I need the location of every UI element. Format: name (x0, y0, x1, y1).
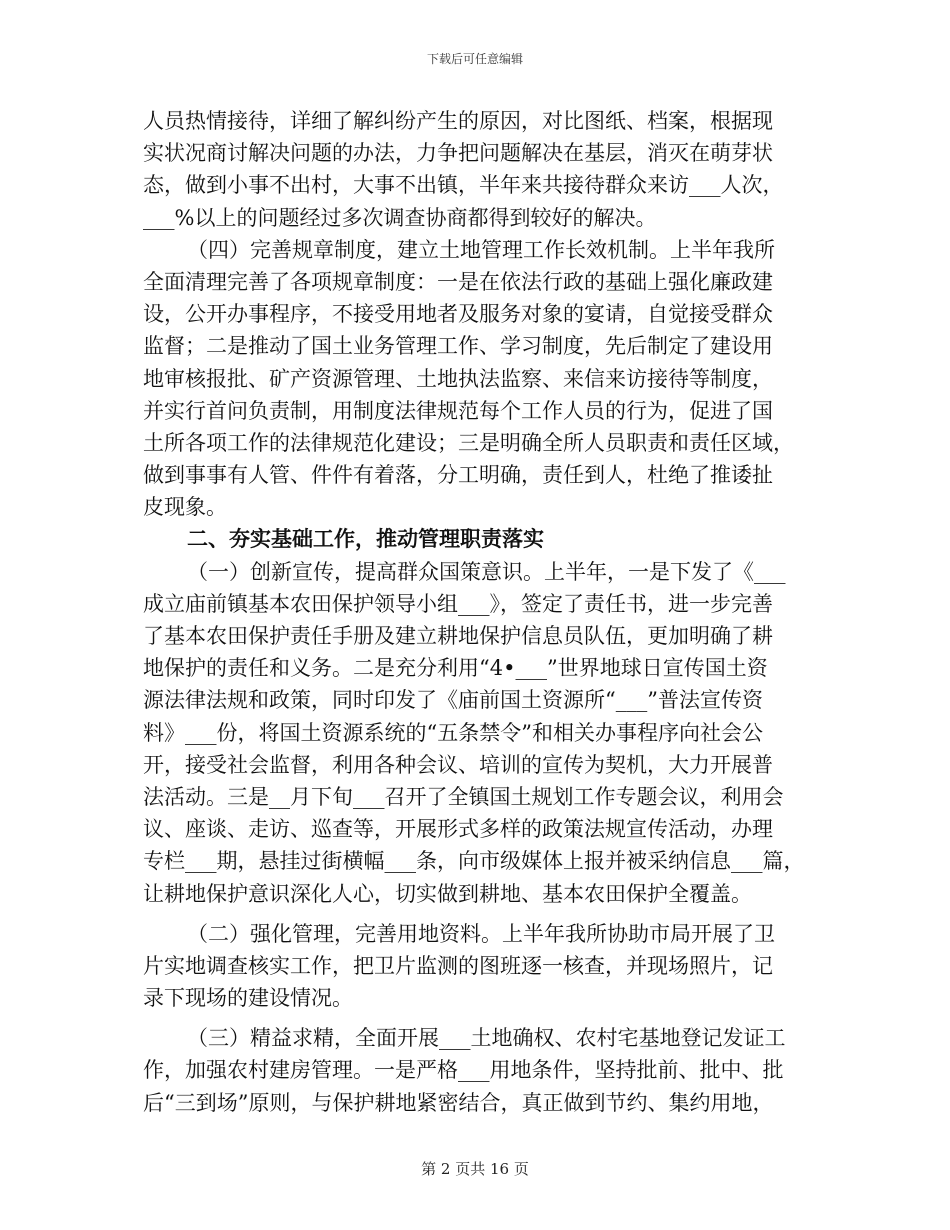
text-line: 议、座谈、走访、巡查等，开展形式多样的政策法规宣传活动，办理 (143, 817, 773, 842)
paragraph-start-line: （一）创新宣传，提高群众国策意识。上半年，一是下发了《___ (187, 559, 786, 584)
text-line: ___%以上的问题经过多次调查协商都得到较好的解决。 (143, 205, 657, 230)
text-line: 地审核报批、矿产资源管理、土地执法监察、来信来访接待等制度， (143, 366, 773, 391)
paragraph-start-line: （三）精益求精，全面开展___土地确权、农村宅基地登记发证工 (187, 1026, 786, 1051)
text-line: 录下现场的建设情况。 (143, 986, 353, 1011)
text-line: 让耕地保护意识深化人心，切实做到耕地、基本农田保护全覆盖。 (143, 881, 752, 906)
paragraph-gap (143, 1014, 813, 1022)
text-line: 法活动。三是__月下旬___召开了全镇国土规划工作专题会议，利用会 (143, 784, 784, 809)
text-line: 了基本农田保护责任手册及建立耕地保护信息员队伍，更加明确了耕 (143, 624, 773, 648)
paragraph-start-line: （四）完善规章制度，建立土地管理工作长效机制。上半年我所 (187, 237, 775, 262)
text-line: 做到事事有人管、件件有着落，分工明确，责任到人，杜绝了推诿扯 (143, 463, 773, 488)
section-heading: 二、夯实基础工作，推动管理职责落实 (187, 527, 544, 552)
paragraph-start-line: （二）强化管理，完善用地资料。上半年我所协助市局开展了卫 (187, 921, 775, 946)
text-line: 开，接受社会监督，利用各种会议、培训的宣传为契机，大力开展普 (143, 752, 773, 777)
text-line: 作，加强农村建房管理。一是严格___用地条件，坚持批前、批中、批 (143, 1058, 784, 1083)
paragraph-gap (143, 910, 813, 918)
text-line: 设，公开办事程序，不接受用地者及服务对象的宴请，自觉接受群众 (143, 302, 773, 327)
text-line: 监督；二是推动了国土业务管理工作、学习制度，先后制定了建设用 (143, 334, 773, 359)
text-line: 专栏___期，悬挂过街横幅___条，向市级媒体上报并被采纳信息___篇， (143, 849, 805, 874)
text-line: 并实行首问负责制，用制度法律规范每个工作人员的行为，促进了国 (143, 398, 773, 423)
text-line: 源法律法规和政策，同时印发了《庙前国土资源所“___”普法宣传资 (143, 688, 763, 713)
text-line: 地保护的责任和义务。二是充分利用“4•___”世界地球日宣传国土资 (143, 656, 768, 681)
text-line: 态，做到小事不出村，大事不出镇，半年来共接待群众来访___人次， (143, 173, 784, 198)
text-line: 片实地调查核实工作，把卫片监测的图班逐一核查，并现场照片，记 (143, 953, 773, 978)
text-line: 皮现象。 (143, 495, 227, 520)
page-header-note: 下载后可任意编辑 (426, 52, 523, 66)
text-line: 后“三到场”原则，与保护耕地紧密结合，真正做到节约、集约用地， (143, 1090, 774, 1115)
text-line: 实状况商讨解决问题的办法，力争把问题解决在基层，消灭在萌芽状 (143, 141, 773, 166)
text-line: 全面清理完善了各项规章制度：一是在依法行政的基础上强化廉政建 (143, 269, 773, 294)
text-line: 土所各项工作的法律规范化建设；三是明确全所人员职责和责任区域， (143, 430, 794, 455)
text-line: 料》___份，将国土资源系统的“五条禁令”和相关办事程序向社会公 (143, 720, 763, 745)
text-line: 成立庙前镇基本农田保护领导小组___》，签定了责任书，进一步完善 (143, 591, 773, 616)
text-line: 人员热情接待，详细了解纠纷产生的原因，对比图纸、档案，根据现 (143, 109, 773, 133)
page-number: 第 2 页共 16 页 (421, 1160, 529, 1178)
document-body (143, 105, 813, 1119)
